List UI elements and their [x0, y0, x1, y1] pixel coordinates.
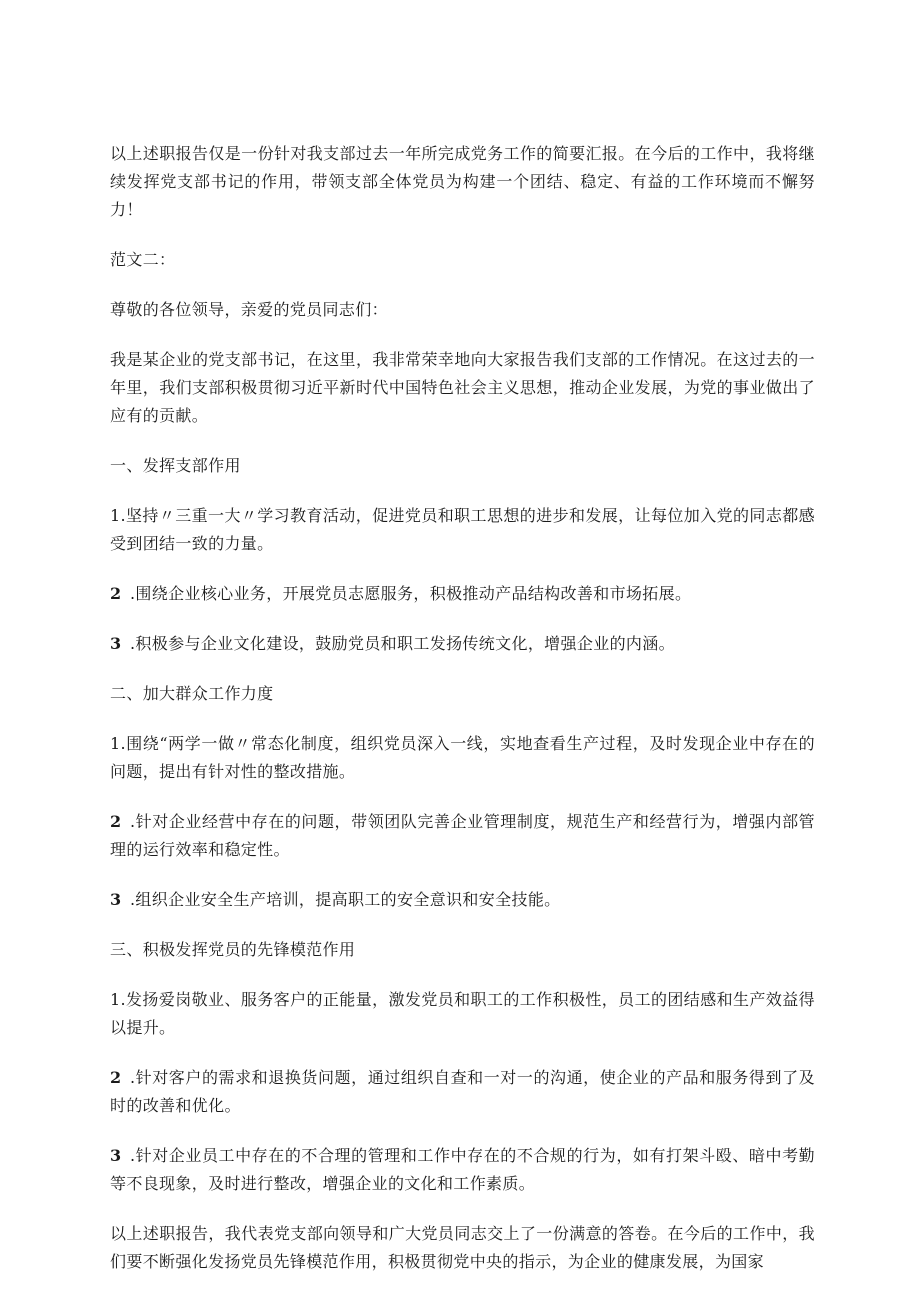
list-item: [110, 1142, 815, 1198]
item-number: 1.: [110, 506, 126, 525]
item-number: 1.: [110, 990, 126, 1009]
list-item: [110, 1064, 815, 1120]
item-number: 3: [110, 1146, 122, 1165]
item-text: 发扬爱岗敬业、服务客户的正能量，激发党员和职工的工作积极性，员工的团结感和生产效益得以提升。: [110, 990, 815, 1037]
item-number: 1.: [110, 734, 126, 753]
list-item: [110, 986, 815, 1042]
list-item: [110, 808, 815, 864]
item-text: .积极参与企业文化建设，鼓励党员和职工发扬传统文化，增强企业的内涵。: [130, 634, 675, 653]
closing-paragraph: 以上述职报告，我代表党支部向领导和广大党员同志交上了一份满意的答卷。在今后的工作中，我们要不断强化发扬党员先锋模范作用，积极贯彻党中央的指示，为企业的健康发展，为国家: [110, 1224, 815, 1271]
section-title: 范文二：: [110, 250, 176, 269]
section-heading-2: 二、加大群众工作力度: [110, 684, 274, 703]
opening-paragraph: 我是某企业的党支部书记，在这里，我非常荣幸地向大家报告我们支部的工作情况。在这过去的一年里，我们支部积极贯彻习近平新时代中国特色社会主义思想，推动企业发展，为党的事业做出了应有的贡献。: [110, 350, 815, 425]
item-text: 坚持〃三重一大〃学习教育活动，促进党员和职工思想的进步和发展，让每位加入党的同志都感受到团结一致的力量。: [110, 506, 815, 553]
list-item: [110, 886, 815, 914]
item-text: .围绕企业核心业务，开展党员志愿服务，积极推动产品结构改善和市场拓展。: [130, 584, 692, 603]
list-item: [110, 630, 815, 658]
item-number: 2: [110, 584, 122, 603]
intro-paragraph: 以上述职报告仅是一份针对我支部过去一年所完成党务工作的简要汇报。在今后的工作中，我将继续发挥党支部书记的作用，带领支部全体党员为构建一个团结、稳定、有益的工作环境而不懈努力！: [110, 144, 815, 219]
list-item: [110, 580, 815, 608]
salutation: 尊敬的各位领导，亲爱的党员同志们：: [110, 300, 388, 319]
document-body: [110, 140, 815, 1298]
item-number: 2: [110, 1068, 122, 1087]
item-number: 2: [110, 812, 122, 831]
item-text: 围绕“两学一做〃常态化制度，组织党员深入一线，实地查看生产过程，及时发现企业中存在的问题，提出有针对性的整改措施。: [110, 734, 815, 781]
item-text: .组织企业安全生产培训，提高职工的安全意识和安全技能。: [130, 890, 561, 909]
section-heading-3: 三、积极发挥党员的先锋模范作用: [110, 940, 356, 959]
item-number: 3: [110, 890, 122, 909]
item-number: 3: [110, 634, 122, 653]
item-text: .针对客户的需求和退换货问题，通过组织自查和一对一的沟通，使企业的产品和服务得到了及时的改善和优化。: [110, 1068, 815, 1115]
section-heading-1: 一、发挥支部作用: [110, 456, 241, 475]
list-item: [110, 502, 815, 558]
item-text: .针对企业经营中存在的问题，带领团队完善企业管理制度，规范生产和经营行为，增强内部管理的运行效率和稳定性。: [110, 812, 815, 859]
item-text: .针对企业员工中存在的不合理的管理和工作中存在的不合规的行为，如有打架斗殴、暗中考勤等不良现象，及时进行整改，增强企业的文化和工作素质。: [110, 1146, 815, 1193]
list-item: [110, 730, 815, 786]
